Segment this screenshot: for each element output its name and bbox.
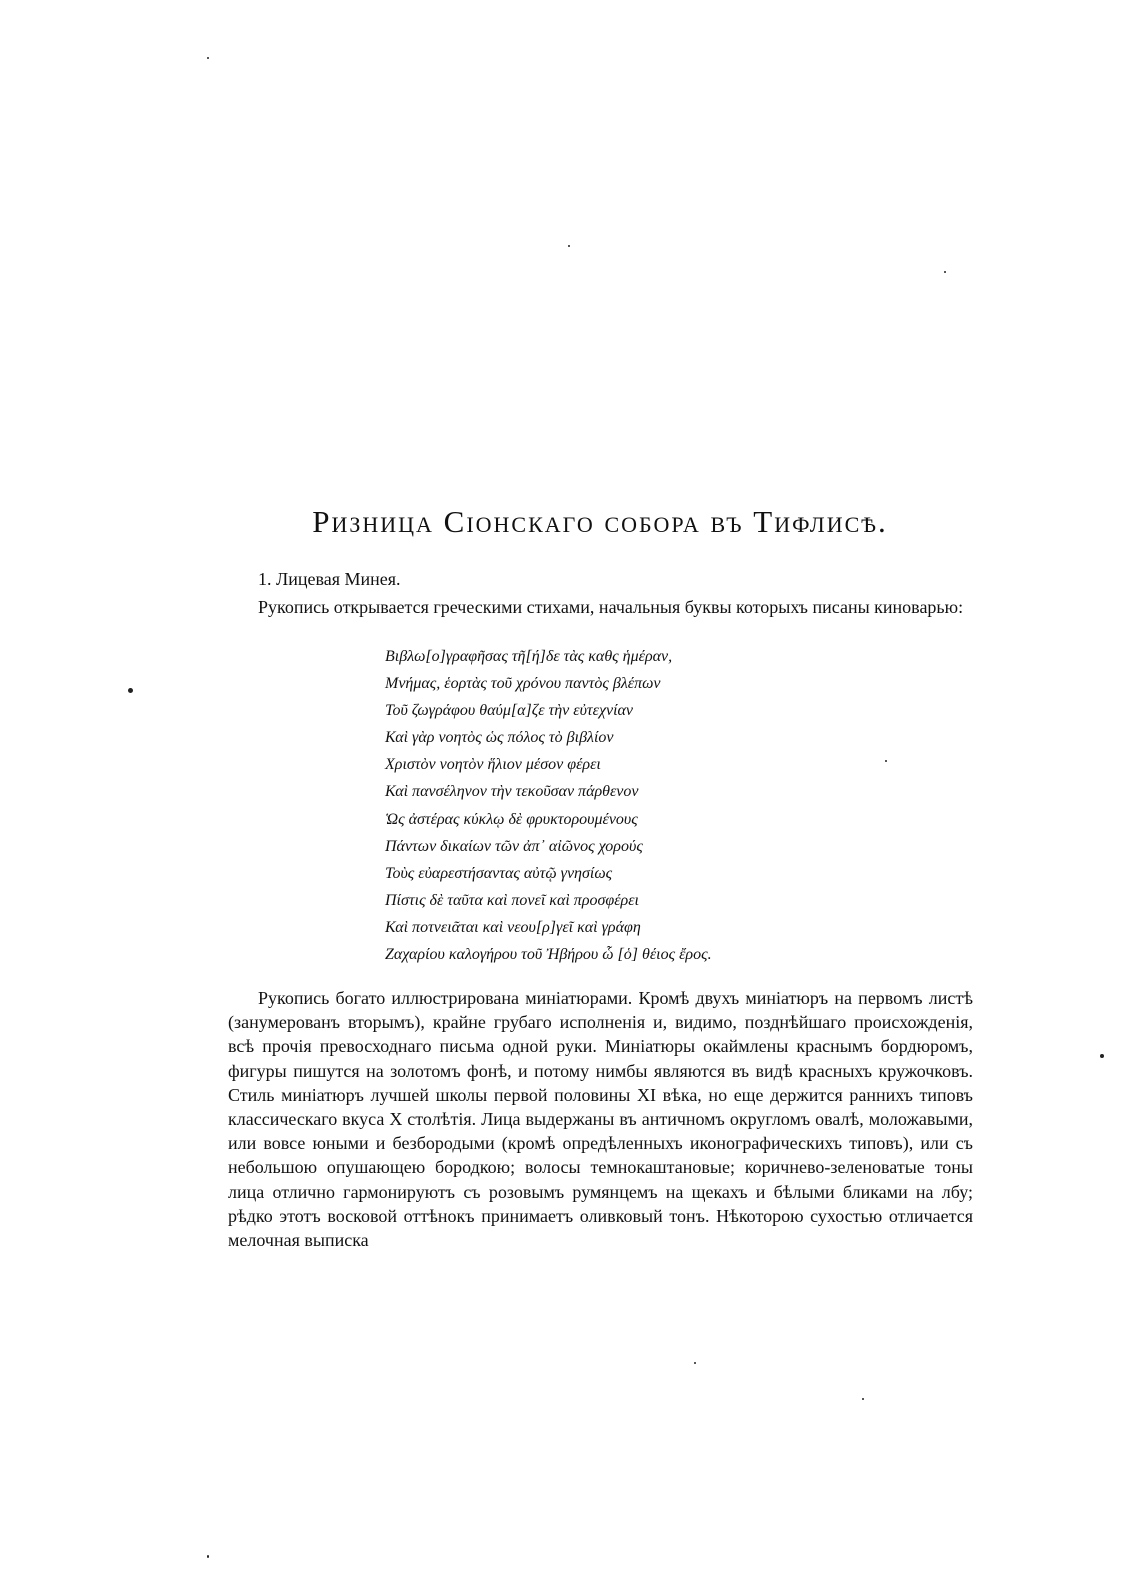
scan-speck (207, 57, 209, 59)
scan-speck (568, 245, 570, 247)
section-heading: 1. Лицевая Минея. (258, 569, 401, 589)
intro-paragraph: Рукопись открывается греческими стихами, начальныя буквы которыхъ писаны киноварью: (258, 597, 964, 617)
body-paragraph: Рукопись богато иллюстрирована миніатюрами. Кромѣ двухъ миніатюръ на первомъ листѣ (занумерованъ вторымъ), крайне грубаго исполненія и, видимо, позднѣйшаго происхожденія, всѣ прочія превосходнаго письма одной руки. Миніатюры окаймлены краснымъ бордюромъ, фигуры пишутся на золотомъ фонѣ, и потому нимбы являются въ видѣ красныхъ кружочковъ. Стиль миніатюръ лучшей школы первой половины XI вѣка, но еще держится раннихъ типовъ классическаго вкуса X столѣтія. Лица выдержаны въ античномъ округломъ овалѣ, моложавыми, или вовсе юными и безбородыми (кромѣ опредѣленныхъ иконографическихъ типовъ), или съ небольшою опушающею бородкою; волосы темнокаштановые; коричнево-зеленоватые тоны лица отлично гармонируютъ съ розовымъ румянцемъ на щекахъ и бѣлыми бликами на лбу; рѣдко этотъ восковой оттѣнокъ принимаетъ оливковый тонъ. Нѣкоторою сухостью отличается мелочная выписка (228, 988, 973, 1251)
verse-line: Χριστὸν νοητὸν ἥλιον μέσον φέρει (385, 756, 601, 774)
verse-line: Τοὺς εὐαρεστήσαντας αὐτῷ γνησίως (385, 864, 613, 882)
verse-line: Πάντων δικαίων τῶν ἀπ᾽ αἰῶνος χορούς (385, 837, 643, 855)
scan-speck (207, 1555, 209, 1558)
verse-line: Βιβλω[ο]γραφῆσας τῆ[ή]δε τὰς καθς ἡμέραν, (385, 648, 673, 665)
greek-verses (385, 643, 712, 968)
verse-line: Ζαχαρίου καλογήρου τοῦ Ἠβήρου ὧ [ὁ] θέιος ἔρος. (385, 946, 712, 964)
scan-speck (1100, 1054, 1104, 1058)
verse-line: Καὶ ποτνειᾶται καὶ νεου[ρ]γεῖ καὶ γράφη (385, 918, 641, 936)
verse-line: Καὶ γὰρ νοητὸς ὡς πόλος τὸ βιβλίον (385, 729, 614, 747)
scan-speck (694, 1362, 696, 1364)
scan-speck (862, 1398, 864, 1400)
verse-line: Πίστις δὲ ταῦτα καὶ πονεῖ καὶ προσφέρει (385, 891, 639, 909)
verse-line: Ὡς ἀστέρας κύκλῳ δὲ φρυκτορουμένους (385, 810, 638, 828)
verse-line: Καὶ πανσέληνον τὴν τεκοῦσαν πάρθενον (385, 783, 639, 801)
page-title: Ризница Сіонскаго собора въ Тифлисѣ. (312, 504, 888, 539)
scan-speck (944, 271, 946, 273)
verse-line: Τοῦ ζωγράφου θαύμ[α]ζε τὴν εὐτεχνίαν (385, 702, 634, 720)
scan-speck (128, 688, 133, 693)
verse-line: Μνήμας, ἑορτὰς τοῦ χρόνου παντὸς βλέπων (385, 675, 661, 693)
scan-speck (885, 760, 887, 762)
